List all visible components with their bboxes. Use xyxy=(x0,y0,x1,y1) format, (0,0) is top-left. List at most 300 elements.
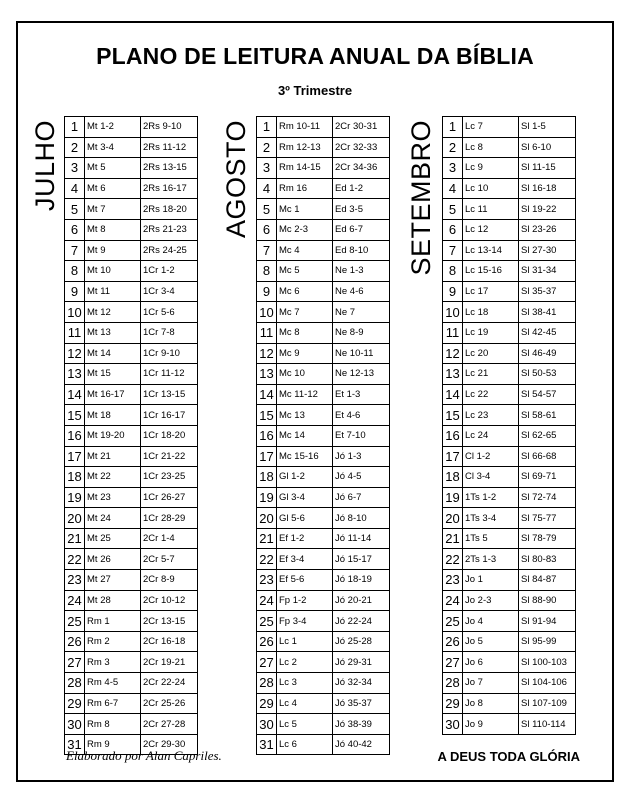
table-row xyxy=(65,281,198,302)
reading-1: Lc 1 xyxy=(277,631,333,652)
day-number: 5 xyxy=(443,199,463,220)
day-number: 19 xyxy=(257,487,277,508)
reading-1: Lc 7 xyxy=(463,117,519,138)
table-row xyxy=(257,714,390,735)
table-row xyxy=(257,137,390,158)
reading-1: Lc 17 xyxy=(463,281,519,302)
reading-2: Ne 10-11 xyxy=(333,343,390,364)
day-number: 29 xyxy=(443,693,463,714)
reading-1: Mt 12 xyxy=(85,302,141,323)
reading-2: Sl 80-83 xyxy=(519,549,576,570)
table-row xyxy=(443,549,576,570)
reading-1: Rm 12-13 xyxy=(277,137,333,158)
reading-2: Sl 46-49 xyxy=(519,343,576,364)
reading-2: Jó 1-3 xyxy=(333,446,390,467)
reading-1: Lc 24 xyxy=(463,425,519,446)
day-number: 25 xyxy=(443,611,463,632)
reading-2: 2Rs 9-10 xyxy=(141,117,198,138)
day-number: 9 xyxy=(443,281,463,302)
day-number: 16 xyxy=(443,425,463,446)
reading-1: Ef 1-2 xyxy=(277,528,333,549)
reading-2: Sl 75-77 xyxy=(519,508,576,529)
table-row xyxy=(257,425,390,446)
reading-1: Mt 13 xyxy=(85,322,141,343)
day-number: 24 xyxy=(257,590,277,611)
reading-1: Mc 9 xyxy=(277,343,333,364)
day-number: 26 xyxy=(257,631,277,652)
day-number: 12 xyxy=(443,343,463,364)
day-number: 14 xyxy=(443,384,463,405)
reading-plan-sheet xyxy=(16,21,614,782)
table-row xyxy=(257,446,390,467)
table-row xyxy=(443,302,576,323)
month-label-setembro: SETEMBRO xyxy=(406,120,436,276)
table-row xyxy=(443,384,576,405)
day-number: 17 xyxy=(257,446,277,467)
reading-2: 1Cr 3-4 xyxy=(141,281,198,302)
day-number: 1 xyxy=(257,117,277,138)
table-row xyxy=(443,714,576,735)
day-number: 30 xyxy=(257,714,277,735)
reading-2: 2Cr 25-26 xyxy=(141,693,198,714)
table-row xyxy=(443,158,576,179)
day-number: 27 xyxy=(257,652,277,673)
table-row xyxy=(257,570,390,591)
table-row xyxy=(65,322,198,343)
reading-2: Ed 3-5 xyxy=(333,199,390,220)
day-number: 15 xyxy=(257,405,277,426)
reading-2: 2Cr 27-28 xyxy=(141,714,198,735)
table-row xyxy=(65,137,198,158)
reading-2: 2Cr 30-31 xyxy=(333,117,390,138)
day-number: 7 xyxy=(257,240,277,261)
reading-2: 2Rs 21-23 xyxy=(141,219,198,240)
day-number: 8 xyxy=(443,261,463,282)
day-number: 3 xyxy=(257,158,277,179)
day-number: 4 xyxy=(443,178,463,199)
reading-2: Sl 35-37 xyxy=(519,281,576,302)
table-row xyxy=(443,570,576,591)
reading-1: Mt 21 xyxy=(85,446,141,467)
table-row xyxy=(443,693,576,714)
table-row xyxy=(65,714,198,735)
reading-2: Sl 95-99 xyxy=(519,631,576,652)
reading-1: Lc 12 xyxy=(463,219,519,240)
reading-2: Sl 110-114 xyxy=(519,714,576,735)
table-row xyxy=(443,240,576,261)
day-number: 24 xyxy=(443,590,463,611)
reading-2: Sl 58-61 xyxy=(519,405,576,426)
reading-1: Mt 6 xyxy=(85,178,141,199)
table-row xyxy=(257,281,390,302)
reading-1: Mt 24 xyxy=(85,508,141,529)
table-row xyxy=(257,611,390,632)
reading-2: Sl 38-41 xyxy=(519,302,576,323)
reading-1: Lc 20 xyxy=(463,343,519,364)
table-row xyxy=(257,549,390,570)
table-row xyxy=(65,343,198,364)
reading-1: Ef 5-6 xyxy=(277,570,333,591)
day-number: 2 xyxy=(257,137,277,158)
day-number: 25 xyxy=(257,611,277,632)
day-number: 9 xyxy=(65,281,85,302)
reading-1: Jo 4 xyxy=(463,611,519,632)
reading-1: Fp 1-2 xyxy=(277,590,333,611)
day-number: 22 xyxy=(65,549,85,570)
day-number: 13 xyxy=(65,364,85,385)
reading-1: Mc 2-3 xyxy=(277,219,333,240)
day-number: 19 xyxy=(443,487,463,508)
reading-2: Sl 88-90 xyxy=(519,590,576,611)
reading-2: 2Cr 19-21 xyxy=(141,652,198,673)
reading-2: Sl 6-10 xyxy=(519,137,576,158)
table-row xyxy=(257,343,390,364)
table-row xyxy=(65,528,198,549)
table-row xyxy=(443,528,576,549)
day-number: 21 xyxy=(443,528,463,549)
reading-1: Rm 14-15 xyxy=(277,158,333,179)
reading-1: Mc 15-16 xyxy=(277,446,333,467)
reading-2: Ed 6-7 xyxy=(333,219,390,240)
table-row xyxy=(443,137,576,158)
reading-2: 1Cr 28-29 xyxy=(141,508,198,529)
table-row xyxy=(65,384,198,405)
reading-2: 2Rs 16-17 xyxy=(141,178,198,199)
day-number: 4 xyxy=(65,178,85,199)
reading-2: Sl 107-109 xyxy=(519,693,576,714)
reading-1: Mt 26 xyxy=(85,549,141,570)
reading-1: Mt 9 xyxy=(85,240,141,261)
reading-1: Mt 7 xyxy=(85,199,141,220)
day-number: 16 xyxy=(65,425,85,446)
reading-1: Jo 7 xyxy=(463,673,519,694)
reading-2: Sl 31-34 xyxy=(519,261,576,282)
day-number: 18 xyxy=(65,467,85,488)
reading-1: Lc 18 xyxy=(463,302,519,323)
reading-2: Et 7-10 xyxy=(333,425,390,446)
reading-1: 1Ts 3-4 xyxy=(463,508,519,529)
day-number: 23 xyxy=(65,570,85,591)
day-number: 12 xyxy=(257,343,277,364)
reading-1: Lc 8 xyxy=(463,137,519,158)
reading-2: Jó 22-24 xyxy=(333,611,390,632)
table-row xyxy=(443,199,576,220)
day-number: 23 xyxy=(443,570,463,591)
day-number: 12 xyxy=(65,343,85,364)
reading-1: Mc 13 xyxy=(277,405,333,426)
reading-1: Mc 8 xyxy=(277,322,333,343)
reading-1: Gl 3-4 xyxy=(277,487,333,508)
day-number: 7 xyxy=(443,240,463,261)
reading-2: 2Cr 13-15 xyxy=(141,611,198,632)
page-subtitle: 3º Trimestre xyxy=(277,83,353,98)
table-row xyxy=(257,734,390,755)
table-row xyxy=(65,549,198,570)
table-row xyxy=(443,508,576,529)
reading-2: Sl 11-15 xyxy=(519,158,576,179)
table-row xyxy=(443,590,576,611)
table-row xyxy=(257,467,390,488)
reading-2: Jó 29-31 xyxy=(333,652,390,673)
day-number: 3 xyxy=(443,158,463,179)
day-number: 6 xyxy=(65,219,85,240)
table-row xyxy=(443,446,576,467)
reading-1: Mt 28 xyxy=(85,590,141,611)
day-number: 11 xyxy=(257,322,277,343)
reading-2: Ne 4-6 xyxy=(333,281,390,302)
reading-1: Gl 5-6 xyxy=(277,508,333,529)
reading-1: Mt 16-17 xyxy=(85,384,141,405)
reading-2: Et 1-3 xyxy=(333,384,390,405)
reading-1: Mt 18 xyxy=(85,405,141,426)
day-number: 1 xyxy=(443,117,463,138)
reading-1: Mt 11 xyxy=(85,281,141,302)
day-number: 17 xyxy=(65,446,85,467)
day-number: 10 xyxy=(443,302,463,323)
reading-2: Sl 16-18 xyxy=(519,178,576,199)
reading-2: Jó 32-34 xyxy=(333,673,390,694)
reading-1: Lc 11 xyxy=(463,199,519,220)
table-row xyxy=(65,364,198,385)
table-row xyxy=(443,405,576,426)
reading-2: Jó 38-39 xyxy=(333,714,390,735)
table-row xyxy=(65,199,198,220)
reading-2: 2Cr 32-33 xyxy=(333,137,390,158)
reading-1: Mt 10 xyxy=(85,261,141,282)
table-row xyxy=(257,652,390,673)
reading-1: Rm 2 xyxy=(85,631,141,652)
day-number: 28 xyxy=(257,673,277,694)
reading-1: Lc 9 xyxy=(463,158,519,179)
table-row xyxy=(65,631,198,652)
table-row xyxy=(65,652,198,673)
reading-1: Rm 6-7 xyxy=(85,693,141,714)
day-number: 21 xyxy=(257,528,277,549)
reading-1: Lc 15-16 xyxy=(463,261,519,282)
reading-1: Lc 10 xyxy=(463,178,519,199)
table-row xyxy=(257,590,390,611)
table-julho xyxy=(64,116,198,755)
reading-1: 2Ts 1-3 xyxy=(463,549,519,570)
day-number: 20 xyxy=(65,508,85,529)
reading-2: 2Cr 10-12 xyxy=(141,590,198,611)
reading-1: Lc 3 xyxy=(277,673,333,694)
reading-1: Mt 1-2 xyxy=(85,117,141,138)
reading-2: Sl 54-57 xyxy=(519,384,576,405)
table-row xyxy=(257,364,390,385)
day-number: 10 xyxy=(257,302,277,323)
table-row xyxy=(65,178,198,199)
day-number: 3 xyxy=(65,158,85,179)
reading-1: Cl 3-4 xyxy=(463,467,519,488)
table-row xyxy=(257,240,390,261)
reading-1: Mc 1 xyxy=(277,199,333,220)
reading-2: Ed 8-10 xyxy=(333,240,390,261)
reading-1: Mt 22 xyxy=(85,467,141,488)
table-row xyxy=(257,261,390,282)
reading-2: 1Cr 9-10 xyxy=(141,343,198,364)
reading-2: 2Cr 1-4 xyxy=(141,528,198,549)
reading-2: Jó 15-17 xyxy=(333,549,390,570)
day-number: 26 xyxy=(65,631,85,652)
reading-1: Mt 3-4 xyxy=(85,137,141,158)
reading-1: 1Ts 1-2 xyxy=(463,487,519,508)
reading-2: 1Cr 26-27 xyxy=(141,487,198,508)
reading-1: Lc 5 xyxy=(277,714,333,735)
reading-1: Mt 19-20 xyxy=(85,425,141,446)
reading-2: 2Rs 11-12 xyxy=(141,137,198,158)
day-number: 9 xyxy=(257,281,277,302)
table-row xyxy=(257,528,390,549)
reading-2: Sl 69-71 xyxy=(519,467,576,488)
table-row xyxy=(65,446,198,467)
reading-1: Lc 2 xyxy=(277,652,333,673)
day-number: 27 xyxy=(443,652,463,673)
reading-1: Rm 1 xyxy=(85,611,141,632)
day-number: 26 xyxy=(443,631,463,652)
day-number: 11 xyxy=(443,322,463,343)
reading-1: Lc 22 xyxy=(463,384,519,405)
reading-2: 2Rs 18-20 xyxy=(141,199,198,220)
table-row xyxy=(257,487,390,508)
day-number: 8 xyxy=(65,261,85,282)
reading-2: 2Rs 13-15 xyxy=(141,158,198,179)
reading-2: 2Cr 8-9 xyxy=(141,570,198,591)
reading-2: Jó 18-19 xyxy=(333,570,390,591)
footer-motto: A DEUS TODA GLÓRIA xyxy=(437,749,580,764)
month-label-agosto: AGOSTO xyxy=(221,120,251,239)
day-number: 18 xyxy=(257,467,277,488)
table-row xyxy=(257,117,390,138)
reading-2: Ne 7 xyxy=(333,302,390,323)
day-number: 1 xyxy=(65,117,85,138)
reading-1: Mc 7 xyxy=(277,302,333,323)
table-row xyxy=(65,158,198,179)
table-row xyxy=(257,508,390,529)
day-number: 7 xyxy=(65,240,85,261)
day-number: 30 xyxy=(443,714,463,735)
table-row xyxy=(443,364,576,385)
table-row xyxy=(65,261,198,282)
reading-2: 1Cr 18-20 xyxy=(141,425,198,446)
table-row xyxy=(65,693,198,714)
table-row xyxy=(257,384,390,405)
table-row xyxy=(257,631,390,652)
reading-2: 1Cr 11-12 xyxy=(141,364,198,385)
table-row xyxy=(65,240,198,261)
reading-1: Mt 27 xyxy=(85,570,141,591)
reading-2: 2Cr 5-7 xyxy=(141,549,198,570)
day-number: 22 xyxy=(257,549,277,570)
author-credit: Elaborado por Alan Capriles. xyxy=(66,748,222,763)
reading-1: Mc 14 xyxy=(277,425,333,446)
day-number: 13 xyxy=(443,364,463,385)
day-number: 11 xyxy=(65,322,85,343)
day-number: 22 xyxy=(443,549,463,570)
reading-1: Rm 16 xyxy=(277,178,333,199)
reading-2: Sl 104-106 xyxy=(519,673,576,694)
table-row xyxy=(65,425,198,446)
reading-2: Sl 50-53 xyxy=(519,364,576,385)
reading-2: 1Cr 23-25 xyxy=(141,467,198,488)
table-row xyxy=(443,652,576,673)
reading-2: Sl 78-79 xyxy=(519,528,576,549)
reading-1: Mt 25 xyxy=(85,528,141,549)
reading-1: Lc 23 xyxy=(463,405,519,426)
reading-1: Rm 4-5 xyxy=(85,673,141,694)
table-row xyxy=(65,487,198,508)
day-number: 2 xyxy=(65,137,85,158)
table-row xyxy=(443,673,576,694)
day-number: 17 xyxy=(443,446,463,467)
day-number: 29 xyxy=(65,693,85,714)
reading-2: 1Cr 7-8 xyxy=(141,322,198,343)
reading-2: Sl 19-22 xyxy=(519,199,576,220)
table-row xyxy=(65,590,198,611)
table-row xyxy=(65,508,198,529)
day-number: 24 xyxy=(65,590,85,611)
reading-2: Sl 84-87 xyxy=(519,570,576,591)
table-setembro xyxy=(442,116,576,735)
reading-2: 1Cr 13-15 xyxy=(141,384,198,405)
table-row xyxy=(65,219,198,240)
reading-1: Lc 4 xyxy=(277,693,333,714)
reading-1: Mc 5 xyxy=(277,261,333,282)
table-row xyxy=(65,467,198,488)
table-row xyxy=(257,322,390,343)
day-number: 15 xyxy=(65,405,85,426)
reading-1: Lc 6 xyxy=(277,734,333,755)
reading-1: Lc 19 xyxy=(463,322,519,343)
day-number: 5 xyxy=(65,199,85,220)
reading-2: Sl 1-5 xyxy=(519,117,576,138)
table-row xyxy=(443,178,576,199)
reading-1: Rm 8 xyxy=(85,714,141,735)
reading-2: 1Cr 5-6 xyxy=(141,302,198,323)
day-number: 27 xyxy=(65,652,85,673)
day-number: 2 xyxy=(443,137,463,158)
day-number: 20 xyxy=(443,508,463,529)
reading-1: Rm 3 xyxy=(85,652,141,673)
reading-2: 2Cr 34-36 xyxy=(333,158,390,179)
day-number: 5 xyxy=(257,199,277,220)
reading-2: Ne 12-13 xyxy=(333,364,390,385)
table-row xyxy=(443,219,576,240)
reading-2: 2Cr 16-18 xyxy=(141,631,198,652)
reading-2: Jó 8-10 xyxy=(333,508,390,529)
reading-1: Jo 6 xyxy=(463,652,519,673)
day-number: 30 xyxy=(65,714,85,735)
reading-1: Jo 1 xyxy=(463,570,519,591)
table-row xyxy=(65,611,198,632)
table-row xyxy=(65,302,198,323)
table-row xyxy=(257,219,390,240)
reading-2: Sl 23-26 xyxy=(519,219,576,240)
day-number: 31 xyxy=(65,734,85,755)
day-number: 29 xyxy=(257,693,277,714)
table-row xyxy=(443,611,576,632)
reading-2: 2Cr 22-24 xyxy=(141,673,198,694)
day-number: 19 xyxy=(65,487,85,508)
reading-2: Jó 11-14 xyxy=(333,528,390,549)
table-row xyxy=(443,117,576,138)
table-row xyxy=(65,117,198,138)
reading-2: 1Cr 16-17 xyxy=(141,405,198,426)
day-number: 15 xyxy=(443,405,463,426)
reading-2: 2Rs 24-25 xyxy=(141,240,198,261)
reading-2: 2Cr 29-30 xyxy=(141,734,198,755)
reading-1: Jo 2-3 xyxy=(463,590,519,611)
